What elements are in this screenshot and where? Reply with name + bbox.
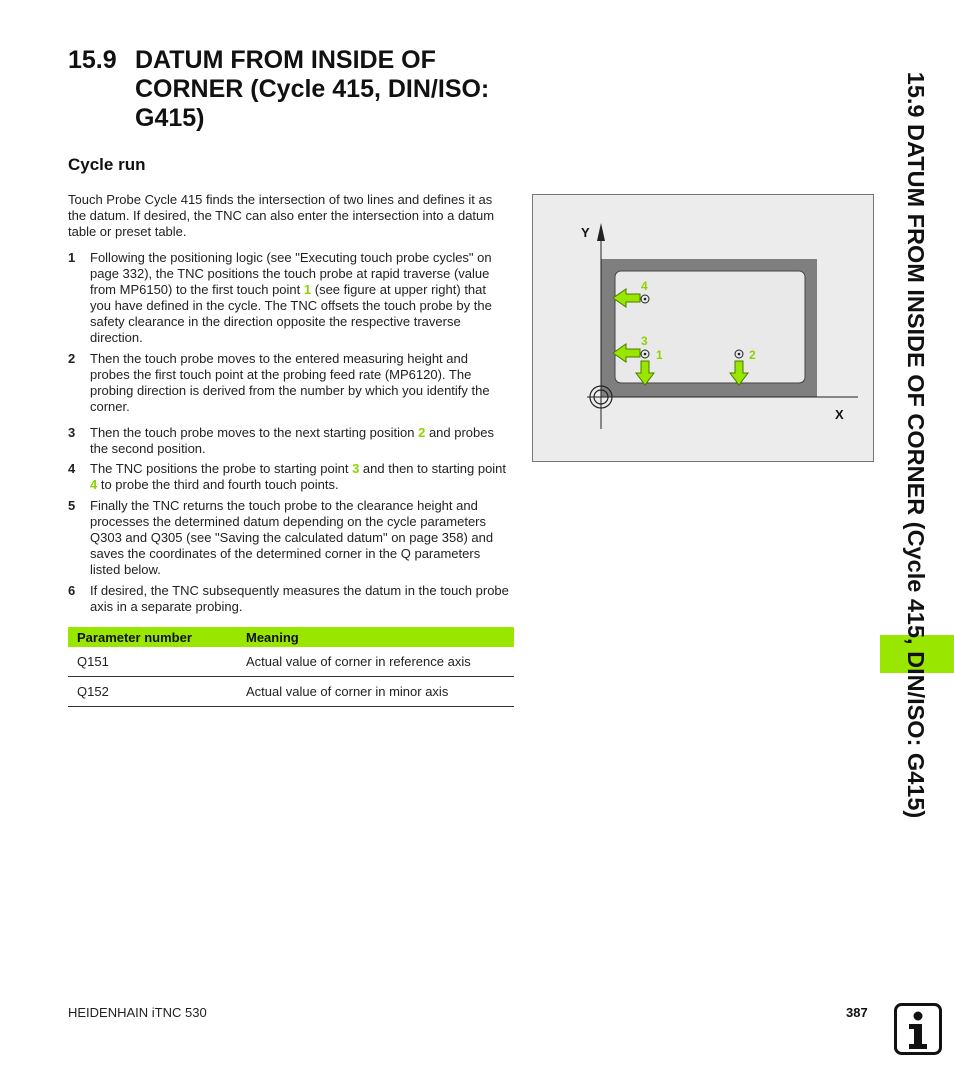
point-label: 2 — [749, 348, 756, 362]
step-text: Finally the TNC returns the touch probe to the clearance height and processes the determined datum depending on the cycle parameters Q303 and Q305 (see "Saving the calculated datum" on page 358) and saves the coordinates of the determined corner in the Q parameters listed below. — [90, 498, 494, 577]
step-text: The TNC positions the probe to starting point 3 and then to starting point 4 to probe the third and fourth touch points. — [90, 461, 507, 492]
step-number: 3 — [68, 425, 76, 440]
info-icon — [894, 1003, 942, 1055]
intro-paragraph: Touch Probe Cycle 415 finds the intersection of two lines and defines it as the datum. If desired, the TNC can also enter the intersection into a datum table or preset table. — [68, 192, 495, 239]
table-cell: Actual value of corner in reference axis — [246, 647, 514, 677]
column-header: Meaning — [246, 627, 514, 647]
step-number: 4 — [68, 461, 76, 476]
footer-manual-name: HEIDENHAIN iTNC 530 — [68, 1005, 207, 1020]
point-label: 4 — [641, 279, 648, 293]
page-number: 387 — [846, 1005, 868, 1020]
point-label: 1 — [656, 348, 663, 362]
step-text: Following the positioning logic (see "Executing touch probe cycles" on page 332), the TNC positions the touch probe at rapid traverse (value from MP6150) to the first touch point 1 (see figure at upper right) that you have defined in the cycle. The TNC offsets the touch probe by the safety clearance in the direction opposite the respective traverse direction. — [90, 250, 492, 345]
parameter-table — [68, 627, 514, 707]
point-ref: 3 — [352, 461, 360, 476]
y-axis-label: Y — [581, 225, 590, 240]
x-axis-label: X — [835, 407, 844, 422]
section-number: 15.9 — [68, 46, 117, 74]
step-number: 1 — [68, 250, 76, 265]
step-number: 5 — [68, 498, 76, 513]
point-ref: 1 — [303, 282, 312, 297]
table-row — [68, 647, 514, 677]
step-text: Then the touch probe moves to the next starting position 2 and probes the second position. — [90, 425, 494, 456]
table-cell: Actual value of corner in minor axis — [246, 677, 514, 707]
point-ref: 2 — [418, 425, 426, 440]
table-header-row — [68, 627, 514, 647]
table-row — [68, 677, 514, 707]
probing-diagram — [533, 195, 873, 461]
y-axis-arrow — [597, 223, 605, 241]
subheading: Cycle run — [68, 155, 146, 174]
step-number: 2 — [68, 351, 76, 366]
probing-figure — [532, 194, 874, 462]
column-header: Parameter number — [68, 627, 246, 647]
step-text: If desired, the TNC subsequently measures the datum in the touch probe axis in a separate probing. — [90, 583, 509, 614]
table-cell: Q152 — [68, 677, 246, 707]
sidebar-section-title: 15.9 DATUM FROM INSIDE OF CORNER (Cycle 415, DIN/ISO: G415) — [903, 71, 929, 819]
point-ref: 4 — [90, 477, 98, 492]
section-heading-text: DATUM FROM INSIDE OF CORNER (Cycle 415, DIN/ISO: G415) — [135, 46, 490, 132]
step-text: Then the touch probe moves to the entered measuring height and probes the first touch point at the probing feed rate (MP6120). The probing direction is derived from the number by which you identify the corner. — [90, 351, 490, 414]
step-number: 6 — [68, 583, 76, 598]
point-label: 3 — [641, 334, 648, 348]
table-cell: Q151 — [68, 647, 246, 677]
